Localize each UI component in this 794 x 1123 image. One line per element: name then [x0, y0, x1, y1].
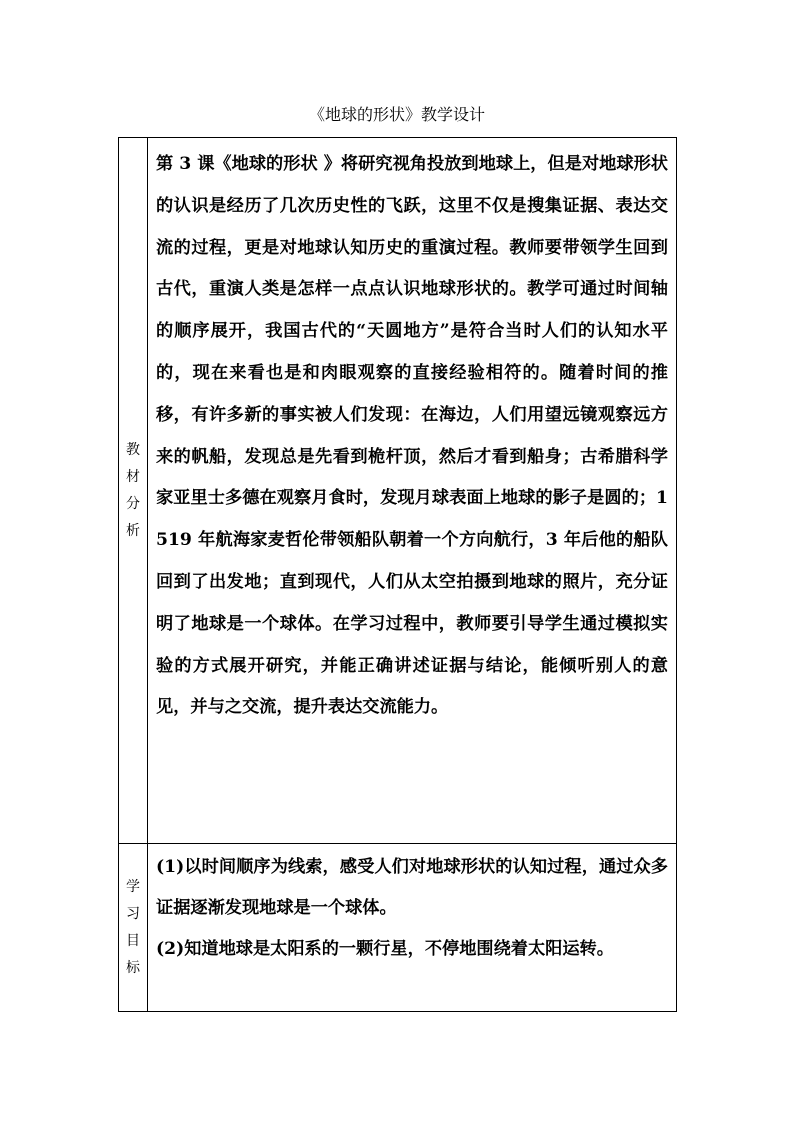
analysis-content-cell: [148, 138, 677, 844]
analysis-label: 教材分析: [126, 441, 140, 539]
document-title: 《地球的形状》教学设计: [308, 105, 485, 124]
goals-content-cell: [148, 844, 677, 1012]
analysis-label-cell: [119, 138, 148, 844]
analysis-text: 第 3 课《地球的形状 》将研究视角投放到地球上，但是对地球形状的认识是经历了几次历史性的飞跃，这里不仅是搜集证据、表达交流的过程，更是对地球认知历史的重演过程。教师要带领学生回到古代，重演人类是怎样一点点认识地球形状的。教学可通过时间轴的顺序展开，我国古代的“天圆地方”是符合当时人们的认知水平的，现在来看也是和肉眼观察的直接经验相符的。随着时间的推移，有许多新的事实被人们发现：在海边，人们用望远镜观察远方来的帆船，发现总是先看到桅杆顶，然后才看到船身；古希腊科学家亚里士多德在观察月食时，发现月球表面上地球的影子是圆的；1519 年航海家麦哲伦带领船队朝着一个方向航行，3 年后他的船队回到了出发地；直到现代，人们从太空拍摄到地球的照片，充分证明了地球是一个球体。在学习过程中，教师要引导学生通过模拟实验的方式展开研究，并能正确讲述证据与结论，能倾听别人的意见，并与之交流，提升表达交流能力。: [156, 154, 668, 718]
goals-label-cell: [119, 844, 148, 1012]
table-row-analysis: [119, 138, 677, 844]
goals-label: 学习目标: [126, 878, 140, 976]
lesson-design-table: [118, 137, 677, 1012]
goal-item-1: (1)以时间顺序为线索，感受人们对地球形状的认知过程，通过众多证据逐渐发现地球是一个球体。: [156, 857, 668, 918]
table-row-goals: [119, 844, 677, 1012]
goal-item-2: (2)知道地球是太阳系的一颗行星，不停地围绕着太阳运转。: [156, 939, 614, 959]
